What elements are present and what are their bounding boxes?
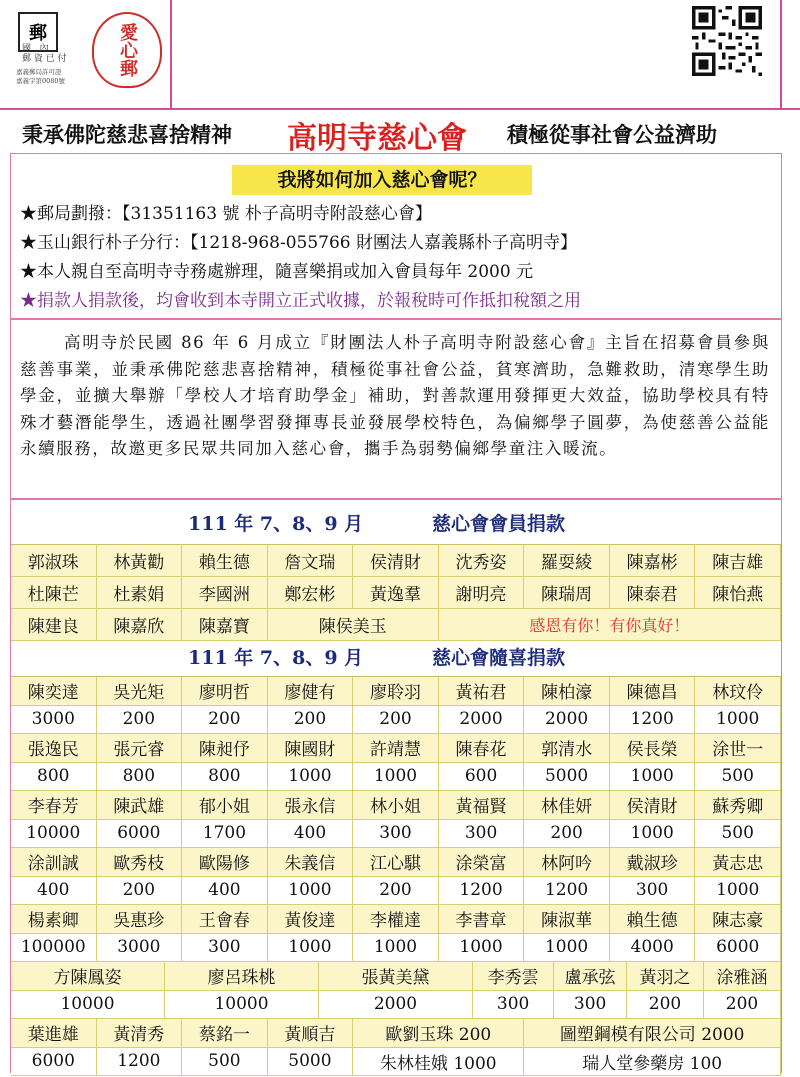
donor-entry: 歐劉玉珠 200 xyxy=(353,1019,524,1048)
donation-amount: 300 xyxy=(554,991,627,1020)
postal-permit: 嘉義郵局許可證 嘉義字第0080號 xyxy=(16,68,66,85)
donor-entry: 圖塑鋼模有限公司 2000 xyxy=(524,1019,781,1048)
donor-name: 李權達 xyxy=(353,905,439,934)
left-slogan: 秉承佛陀慈悲喜捨精神 xyxy=(22,122,232,147)
donation-amount: 800 xyxy=(97,763,183,792)
donor-entry: 朱林桂娥 1000 xyxy=(353,1048,524,1077)
donation-amount: 10000 xyxy=(11,991,165,1020)
section-divider xyxy=(11,498,781,500)
donation-amount: 2000 xyxy=(319,991,473,1020)
donation-amount: 3000 xyxy=(97,934,183,963)
donor-name: 陳志豪 xyxy=(695,905,781,934)
member-name: 陳建良 xyxy=(11,609,97,641)
donor-name: 陳武雄 xyxy=(97,791,183,820)
donation-amount: 200 xyxy=(627,991,704,1020)
donation-amount: 300 xyxy=(439,820,525,849)
donation-amount: 2000 xyxy=(439,706,525,735)
donor-name: 陳淑華 xyxy=(524,905,610,934)
donor-name: 陳德昌 xyxy=(610,677,696,706)
postal-label: 國 內 郵 資 已 付 xyxy=(22,44,67,64)
donor-name: 郁小姐 xyxy=(182,791,268,820)
donor-name: 李春芳 xyxy=(11,791,97,820)
donor-name: 黃祐君 xyxy=(439,677,525,706)
donor-name: 黃順吉 xyxy=(268,1019,354,1048)
thanks-note: 感恩有你！有你真好！ xyxy=(439,609,781,641)
member-name: 侯清財 xyxy=(353,545,439,577)
donation-amount: 800 xyxy=(11,763,97,792)
member-name: 陳嘉彬 xyxy=(610,545,696,577)
donation-amount: 300 xyxy=(610,877,696,906)
donor-name: 林小姐 xyxy=(353,791,439,820)
donation-amount: 1000 xyxy=(524,934,610,963)
member-name: 陳瑞周 xyxy=(524,577,610,609)
member-name: 鄭宏彬 xyxy=(268,577,354,609)
method-postal: ★郵局劃撥：【31351163 號 朴子高明寺附設慈心會】 xyxy=(20,204,432,224)
donor-name: 廖聆羽 xyxy=(353,677,439,706)
donor-name: 廖呂珠桃 xyxy=(165,962,319,991)
donor-name: 朱義信 xyxy=(268,848,354,877)
donor-name: 蔡銘一 xyxy=(182,1019,268,1048)
seal-stamp: 愛心郵 xyxy=(92,12,162,88)
donor-name: 陳奕達 xyxy=(11,677,97,706)
donor-name: 方陳鳳姿 xyxy=(11,962,165,991)
donation-amount: 1000 xyxy=(268,934,354,963)
method-bank: ★玉山銀行朴子分行：【1218-968-055766 財團法人嘉義縣朴子高明寺】 xyxy=(20,233,577,253)
donation-amount: 1200 xyxy=(97,1048,183,1077)
donation-amount: 200 xyxy=(353,877,439,906)
donation-amount: 1700 xyxy=(182,820,268,849)
headline xyxy=(0,113,800,156)
donation-amount: 400 xyxy=(11,877,97,906)
donor-name: 涂雅涵 xyxy=(704,962,781,991)
member-name: 李國洲 xyxy=(182,577,268,609)
mailing-header xyxy=(0,0,800,110)
donation-amount: 1000 xyxy=(353,763,439,792)
donor-name: 吳光矩 xyxy=(97,677,183,706)
method-receipt-note: ★捐款人捐款後，均會收到本寺開立正式收據，於報稅時可作抵扣稅額之用 xyxy=(20,291,581,311)
donor-name: 黃俊達 xyxy=(268,905,354,934)
donation-amount: 300 xyxy=(473,991,554,1020)
members-section-title: 111 年 7、8、9 月 慈心會會員捐款 xyxy=(188,513,566,535)
donation-amount: 6000 xyxy=(11,1048,97,1077)
donation-amount: 6000 xyxy=(97,820,183,849)
donations-section-title: 111 年 7、8、9 月 慈心會隨喜捐款 xyxy=(188,647,566,669)
donor-name: 許靖慧 xyxy=(353,734,439,763)
method-in-person: ★本人親自至高明寺寺務處辦理，隨喜樂捐或加入會員每年 2000 元 xyxy=(20,262,534,282)
donor-name: 陳昶伃 xyxy=(182,734,268,763)
donor-entry: 瑞人堂參藥房 100 xyxy=(524,1048,781,1077)
donation-amount: 100000 xyxy=(11,934,97,963)
donation-amount: 4000 xyxy=(610,934,696,963)
donor-name: 張元睿 xyxy=(97,734,183,763)
member-name: 羅耍綾 xyxy=(524,545,610,577)
how-to-join-title: 我將如何加入慈心會呢？ xyxy=(232,165,532,195)
member-name: 陳嘉寶 xyxy=(182,609,268,641)
member-name: 陳嘉欣 xyxy=(97,609,183,641)
member-name: 陳吉雄 xyxy=(695,545,781,577)
donor-name: 陳國財 xyxy=(268,734,354,763)
donation-amount: 1200 xyxy=(610,706,696,735)
donation-amount: 200 xyxy=(182,706,268,735)
donor-name: 黃志忠 xyxy=(695,848,781,877)
donor-name: 張逸民 xyxy=(11,734,97,763)
donor-name: 江心騏 xyxy=(353,848,439,877)
donation-amount: 1000 xyxy=(268,763,354,792)
donation-amount: 1000 xyxy=(610,820,696,849)
donor-name: 涂世一 xyxy=(695,734,781,763)
donor-name: 賴生德 xyxy=(610,905,696,934)
donor-name: 盧承弦 xyxy=(554,962,627,991)
donation-amount: 1200 xyxy=(439,877,525,906)
donor-name: 涂榮富 xyxy=(439,848,525,877)
member-name: 郭淑珠 xyxy=(11,545,97,577)
donation-amount: 1000 xyxy=(268,877,354,906)
donor-name: 蘇秀卿 xyxy=(695,791,781,820)
donor-name: 涂訓誠 xyxy=(11,848,97,877)
donation-amount: 5000 xyxy=(268,1048,354,1077)
member-name: 林黃勸 xyxy=(97,545,183,577)
donor-name: 吳惠珍 xyxy=(97,905,183,934)
donation-amount: 500 xyxy=(695,820,781,849)
member-name: 沈秀姿 xyxy=(439,545,525,577)
donor-name: 李書章 xyxy=(439,905,525,934)
donation-amount: 200 xyxy=(353,706,439,735)
donation-amount: 1000 xyxy=(353,934,439,963)
section-divider xyxy=(11,318,781,320)
donation-amount: 800 xyxy=(182,763,268,792)
donor-name: 李秀雲 xyxy=(473,962,554,991)
donor-name: 陳春花 xyxy=(439,734,525,763)
member-name: 陳泰君 xyxy=(610,577,696,609)
donor-name: 林阿吟 xyxy=(524,848,610,877)
org-name: 高明寺慈心會 xyxy=(287,121,467,156)
right-slogan: 積極從事社會公益濟助 xyxy=(507,122,717,147)
donor-name: 張黃美黛 xyxy=(319,962,473,991)
donor-name: 黃福賢 xyxy=(439,791,525,820)
donation-amount: 1000 xyxy=(695,706,781,735)
donation-amount: 10000 xyxy=(11,820,97,849)
members-grid xyxy=(11,544,781,641)
donation-amount: 200 xyxy=(97,706,183,735)
donor-name: 戴淑珍 xyxy=(610,848,696,877)
donor-name: 王會春 xyxy=(182,905,268,934)
member-name: 謝明亮 xyxy=(439,577,525,609)
member-name: 詹文瑞 xyxy=(268,545,354,577)
donation-amount: 500 xyxy=(695,763,781,792)
donation-amount: 500 xyxy=(182,1048,268,1077)
donor-name: 張永信 xyxy=(268,791,354,820)
donation-amount: 600 xyxy=(439,763,525,792)
donation-amount: 400 xyxy=(182,877,268,906)
member-name: 陳怡燕 xyxy=(695,577,781,609)
donation-amount: 3000 xyxy=(11,706,97,735)
donor-name: 歐陽修 xyxy=(182,848,268,877)
donor-name: 葉進雄 xyxy=(11,1019,97,1048)
donor-name: 歐秀枝 xyxy=(97,848,183,877)
member-name: 杜陳芒 xyxy=(11,577,97,609)
donation-amount: 300 xyxy=(353,820,439,849)
donation-amount: 200 xyxy=(97,877,183,906)
donor-name: 郭清水 xyxy=(524,734,610,763)
donation-amount: 300 xyxy=(182,934,268,963)
donations-grid xyxy=(11,676,781,1074)
donation-amount: 1200 xyxy=(524,877,610,906)
donor-name: 林玟伶 xyxy=(695,677,781,706)
donor-name: 楊素卿 xyxy=(11,905,97,934)
mailing-divider xyxy=(170,0,172,108)
donation-amount: 200 xyxy=(524,820,610,849)
donor-name: 侯長榮 xyxy=(610,734,696,763)
donor-name: 林佳妍 xyxy=(524,791,610,820)
donation-amount: 200 xyxy=(704,991,781,1020)
donation-amount: 1000 xyxy=(695,877,781,906)
donation-amount: 200 xyxy=(268,706,354,735)
donor-name: 廖明哲 xyxy=(182,677,268,706)
member-name: 杜素娟 xyxy=(97,577,183,609)
intro-paragraph: 高明寺於民國 86 年 6 月成立『財團法人朴子高明寺附設慈心會』主旨在招募會員參與慈善事業，並秉承佛陀慈悲喜捨精神，積極從事社會公益，貧寒濟助，急難救助，清寒學生助學金，並擴大舉辦「學校人才培育助學金」補助，對善款運用發揮更大效益，協助學校具有特殊才藝潛能學生，透過社團學習發揮專長並發展學校特色，為偏鄉學子圓夢，為使慈善公益能永續服務，故邀更多民眾共同加入慈心會，攜手為弱勢偏鄉學童注入暖流。 xyxy=(20,333,770,458)
donor-name: 黃羽之 xyxy=(627,962,704,991)
donation-amount: 2000 xyxy=(524,706,610,735)
member-name: 陳侯美玉 xyxy=(268,609,439,641)
donation-amount: 5000 xyxy=(524,763,610,792)
member-name: 賴生德 xyxy=(182,545,268,577)
donor-name: 侯清財 xyxy=(610,791,696,820)
qr-code xyxy=(692,6,762,76)
donor-name: 陳柏濠 xyxy=(524,677,610,706)
member-name: 黃逸羣 xyxy=(353,577,439,609)
donor-name: 黃清秀 xyxy=(97,1019,183,1048)
donor-name: 廖健有 xyxy=(268,677,354,706)
donation-amount: 1000 xyxy=(439,934,525,963)
donation-amount: 400 xyxy=(268,820,354,849)
mailing-divider-right xyxy=(780,0,782,108)
donation-amount: 1000 xyxy=(610,763,696,792)
postal-logo: 郵 xyxy=(18,12,58,52)
donation-amount: 10000 xyxy=(165,991,319,1020)
donation-amount: 6000 xyxy=(695,934,781,963)
